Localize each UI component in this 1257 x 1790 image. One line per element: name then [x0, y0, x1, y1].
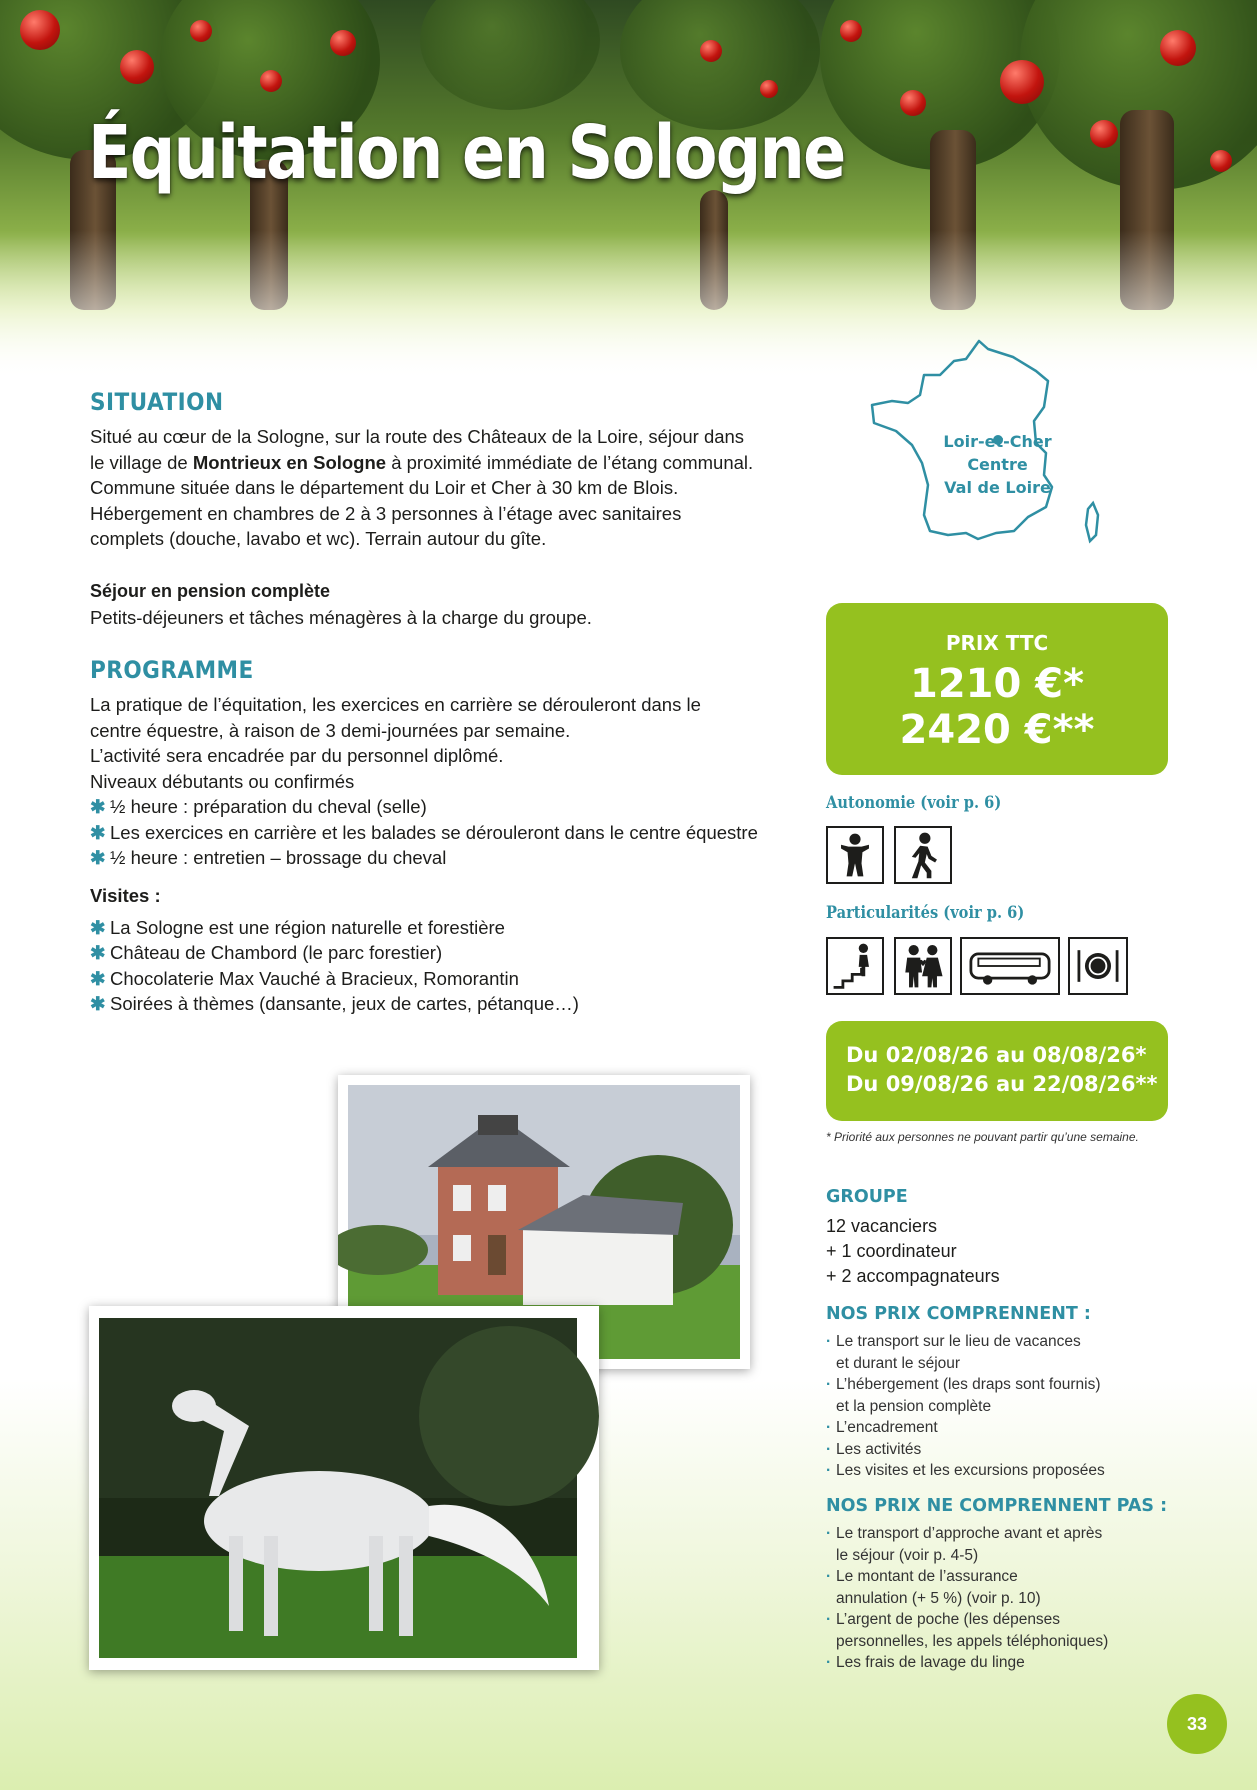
price-label: PRIX TTC — [945, 631, 1049, 655]
list-item — [90, 915, 810, 941]
star-bullet-icon: ✱ — [90, 916, 106, 938]
groupe-line: + 1 coordinateur — [826, 1241, 957, 1261]
bullet-text: ½ heure : préparation du cheval (selle) — [110, 796, 427, 817]
visits-block — [90, 883, 810, 1017]
situation-heading: SITUATION — [90, 388, 224, 416]
white-horse-photo — [89, 1306, 599, 1670]
village-name: Montrieux en Sologne — [192, 451, 387, 473]
programme-line: Niveaux débutants ou confirmés — [90, 770, 355, 792]
meal-icon — [1068, 937, 1128, 995]
situation-line: complets (douche, lavabo et wc). Terrain autour du gîte. — [90, 528, 547, 549]
mixed-group-icon — [894, 937, 952, 995]
list-item — [90, 940, 810, 966]
list-item: · L’encadrement — [826, 1417, 1156, 1439]
excludes-list — [826, 1523, 1166, 1674]
excludes-heading: NOS PRIX NE COMPRENNENT PAS : — [826, 1496, 1168, 1516]
bullet-text: La Sologne est une région naturelle et forestière — [110, 916, 505, 938]
bullet-text: Les exercices en carrière et les balades se dérouleront dans le centre équestre — [110, 821, 758, 843]
programme-heading: PROGRAMME — [90, 656, 254, 684]
list-item: · Les frais de lavage du linge — [826, 1652, 1166, 1674]
price-box — [826, 603, 1168, 775]
list-item — [90, 991, 810, 1017]
bullet-text: ½ heure : entretien – brossage du cheval — [110, 847, 447, 868]
region-name: Centre — [967, 455, 1028, 474]
groupe-line: + 2 accompagnateurs — [826, 1266, 1000, 1286]
list-item — [826, 1566, 1166, 1609]
list-item — [826, 1523, 1166, 1566]
page-title: Équitation en Sologne — [88, 110, 845, 196]
bullet-text: Soirées à thèmes (dansante, jeux de cartes, pétanque…) — [110, 993, 579, 1014]
region-name-2: Val de Loire — [944, 478, 1051, 497]
star-bullet-icon: ✱ — [90, 796, 106, 817]
item-text: personnelles, les appels téléphoniques) — [836, 1632, 1109, 1650]
dates-footnote: * Priorité aux personnes ne pouvant partir qu’une semaine. — [826, 1130, 1139, 1144]
list-item — [90, 794, 810, 820]
situation-text — [90, 424, 790, 552]
item-text: Le transport d’approche avant et après — [836, 1525, 1103, 1542]
includes-heading: NOS PRIX COMPRENNENT : — [826, 1304, 1091, 1324]
item-text: Le transport sur le lieu de vacances — [836, 1333, 1081, 1350]
groupe-heading: GROUPE — [826, 1187, 908, 1207]
dates-box — [826, 1021, 1168, 1121]
list-item: · Les activités — [826, 1439, 1156, 1461]
item-text: et durant le séjour — [836, 1354, 961, 1372]
pension-title: Séjour en pension complète — [90, 581, 331, 601]
person-walking-icon — [894, 826, 952, 884]
star-bullet-icon: ✱ — [90, 993, 106, 1014]
programme-line: La pratique de l’équitation, les exercices en carrière se dérouleront dans le — [90, 694, 701, 715]
situation-line: Commune située dans le département du Loir et Cher à 30 km de Blois. — [90, 477, 679, 498]
item-text: Le montant de l’assurance — [836, 1568, 1018, 1585]
page-number: 33 — [1167, 1694, 1227, 1754]
dates-line-2: Du 09/08/26 au 22/08/26** — [846, 1072, 1158, 1096]
list-item — [90, 820, 810, 846]
list-item: · Les visites et les excursions proposées — [826, 1460, 1156, 1482]
item-text: annulation (+ 5 %) (voir p. 10) — [836, 1589, 1041, 1607]
item-text: L’hébergement (les draps sont fournis) — [836, 1376, 1101, 1393]
bus-icon — [960, 937, 1060, 995]
bullet-text: Chocolaterie Max Vauché à Bracieux, Romorantin — [110, 967, 519, 989]
text: à proximité immédiate de l’étang communal. — [386, 451, 754, 473]
item-text: et la pension complète — [836, 1397, 992, 1415]
programme-bullets — [90, 794, 810, 871]
region-department: Loir-et-Cher — [943, 432, 1052, 451]
person-standing-icon — [826, 826, 884, 884]
situation-line — [90, 450, 790, 476]
price-two-weeks: 2420 €** — [899, 707, 1095, 753]
visits-title: Visites : — [90, 885, 161, 906]
list-item — [90, 966, 810, 992]
groupe-list — [826, 1214, 1000, 1289]
situation-line: Situé au cœur de la Sologne, sur la route des Châteaux de la Loire, séjour dans — [90, 426, 745, 447]
visits-list — [90, 915, 810, 1017]
map-label — [930, 430, 1065, 499]
list-item — [826, 1374, 1156, 1417]
item-text: le séjour (voir p. 4-5) — [836, 1546, 979, 1564]
includes-list — [826, 1331, 1156, 1482]
text: le village de — [90, 451, 193, 473]
particularites-label: Particularités (voir p. 6) — [826, 903, 1025, 923]
situation-line: Hébergement en chambres de 2 à 3 personnes à l’étage avec sanitaires — [90, 502, 682, 524]
star-bullet-icon: ✱ — [90, 967, 106, 989]
programme-line: L’activité sera encadrée par du personnel diplômé. — [90, 745, 504, 766]
pension-text: Petits-déjeuners et tâches ménagères à la charge du groupe. — [90, 606, 592, 628]
dates-line-1: Du 02/08/26 au 08/08/26* — [846, 1043, 1147, 1067]
star-bullet-icon: ✱ — [90, 942, 106, 963]
item-text: L’argent de poche (les dépenses — [836, 1611, 1061, 1628]
programme-text — [90, 692, 810, 871]
star-bullet-icon: ✱ — [90, 821, 106, 843]
list-item — [826, 1609, 1166, 1652]
star-bullet-icon: ✱ — [90, 847, 106, 868]
autonomie-label: Autonomie (voir p. 6) — [826, 793, 1002, 813]
groupe-line: 12 vacanciers — [826, 1216, 938, 1236]
list-item — [826, 1331, 1156, 1374]
stairs-icon — [826, 937, 884, 995]
programme-line: centre équestre, à raison de 3 demi-journées par semaine. — [90, 719, 571, 741]
pension-block — [90, 579, 790, 630]
list-item — [90, 845, 810, 871]
price-one-week: 1210 €* — [909, 661, 1084, 707]
bullet-text: Château de Chambord (le parc forestier) — [110, 942, 443, 963]
